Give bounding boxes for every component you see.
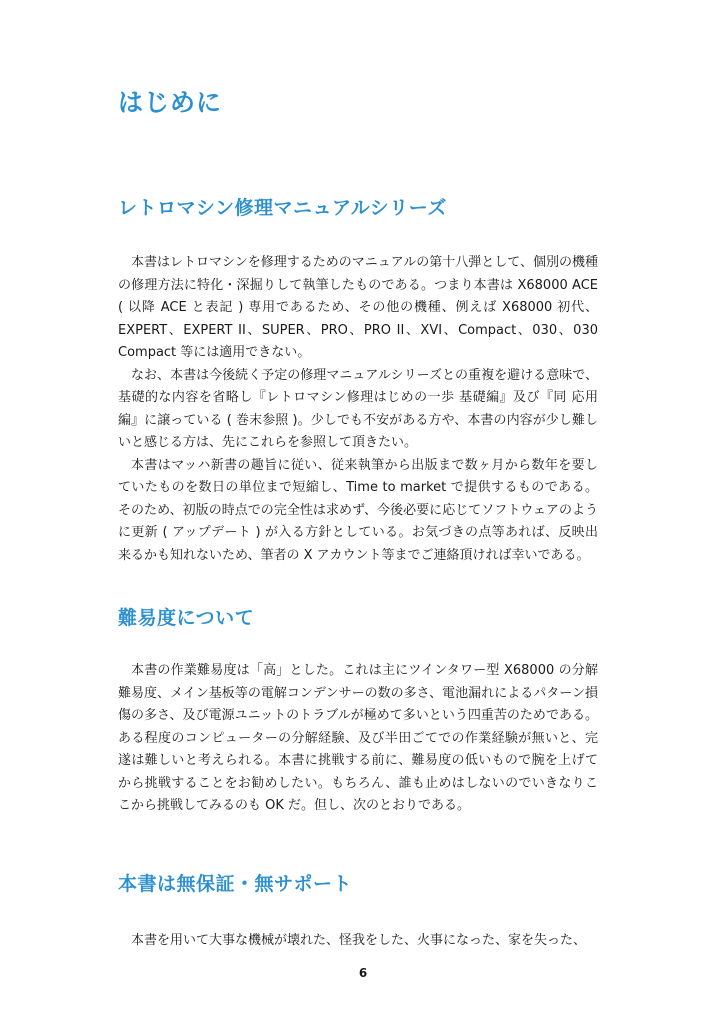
paragraph: 本書の作業難易度は「高」とした。これは主にツインタワー型 X68000 の分解難易度、メイン基板等の電解コンデンサーの数の多さ、電池漏れによるパターン損傷の多さ、及び電源ユニットのトラブルが極めて多いという四重苦のためである。ある程度のコンピューターの分解経験、及び半田ごてでの作業経験が無いと、完遂は難しいと考えられる。本書に挑戦する前に、難易度の低いもので腕を上げてから挑戦することをお勧めしたい。もちろん、誰も止めはしないのでいきなりここから挑戦してみるのも OK だ。但し、次のとおりである。 bbox=[118, 663, 598, 813]
paragraph: 本書はレトロマシンを修理するためのマニュアルの第十八弾として、個別の機種の修理方法に特化・深掘りして執筆したものである。つまり本書は X68000 ACE ( 以降 ACE と表記 ) 専用であるため、その他の機種、例えば X68000 初代、EXPERT、EXPERT II、SUPER、PRO、PRO II、XVI、Compact、030、030 Compact 等には適用できない。 bbox=[118, 255, 598, 360]
page-title: はじめに bbox=[118, 88, 223, 117]
paragraph: 本書はマッハ新書の趣旨に従い、従来執筆から出版まで数ヶ月から数年を要していたものを数日の単位まで短縮し、Time to market で提供するものである。そのため、初版の時点での完全性は求めず、今後必要に応じてソフトウェアのように更新 ( アップデート ) が入る方針としている。お気づきの点等あれば、反映出来るかも知れないため、筆者の X アカウント等までご連絡頂ければ幸いである。 bbox=[118, 457, 598, 563]
section-heading-series: レトロマシン修理マニュアルシリーズ bbox=[118, 197, 447, 219]
section-heading-no-warranty: 本書は無保証・無サポート bbox=[118, 873, 353, 895]
paragraph: 本書を用いて大事な機械が壊れた、怪我をした、火事になった、家を失った、 bbox=[131, 933, 587, 948]
section-body-series bbox=[118, 252, 598, 567]
page-number: 6 bbox=[358, 966, 368, 980]
section-body-difficulty bbox=[118, 660, 598, 818]
section-body-no-warranty bbox=[118, 930, 598, 953]
paragraph: なお、本書は今後続く予定の修理マニュアルシリーズとの重複を避ける意味で、基礎的な内容を省略し『レトロマシン修理はじめの一歩 基礎編』及び『同 応用編』に譲っている ( 巻末参照 )。少しでも不安がある方や、本書の内容が少し難しいと感じる方は、先にこれらを参照して頂きたい。 bbox=[118, 367, 598, 450]
section-heading-difficulty: 難易度について bbox=[118, 607, 255, 629]
